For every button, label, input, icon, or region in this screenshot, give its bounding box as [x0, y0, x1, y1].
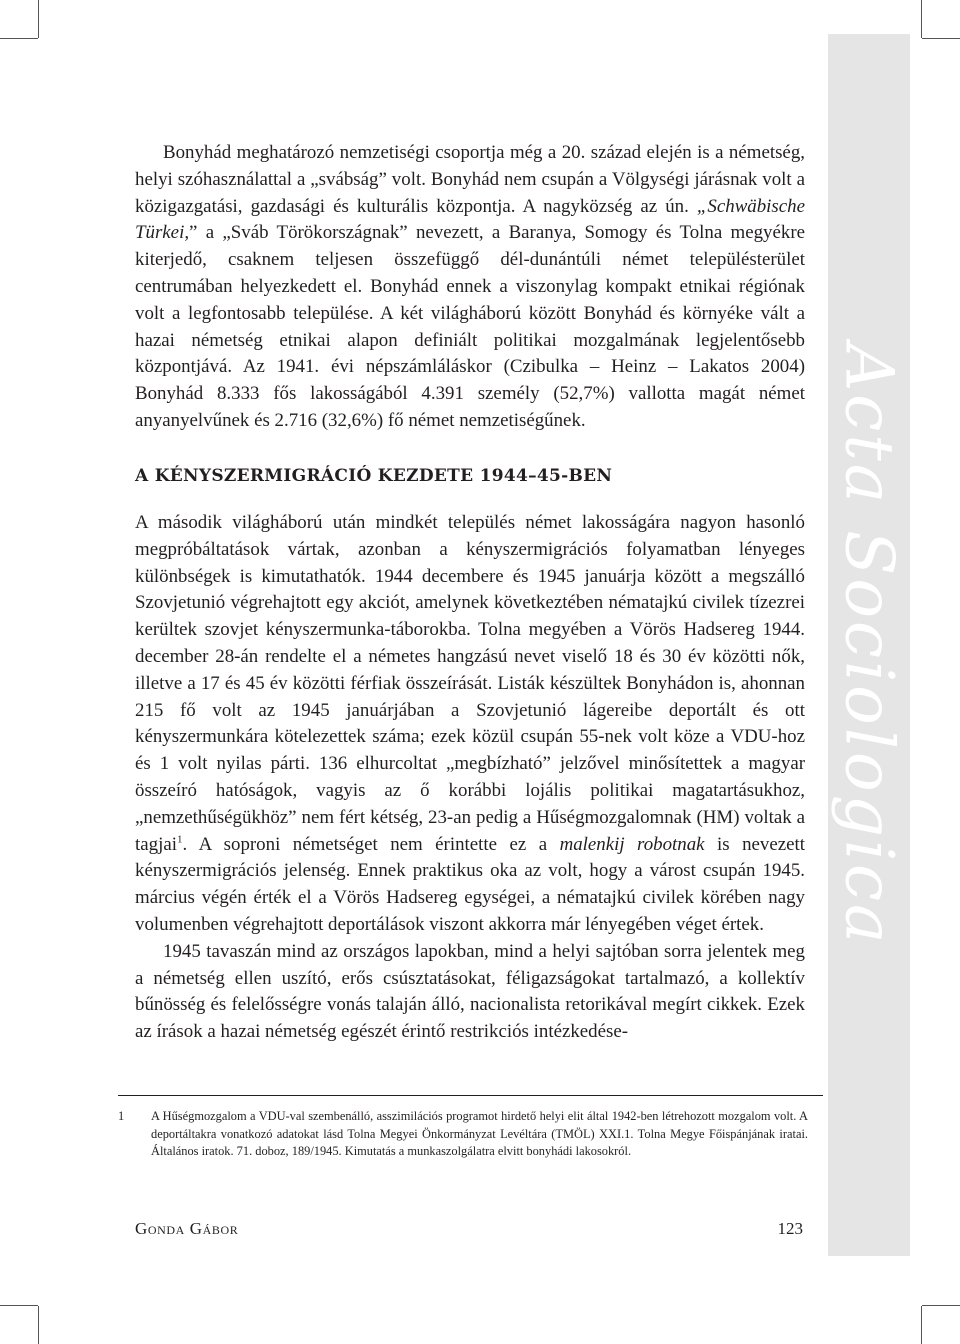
crop-mark: [38, 1306, 39, 1344]
section-heading: A KÉNYSZERMIGRÁCIÓ KEZDETE 1944–45-BEN: [135, 466, 613, 486]
crop-mark: [0, 1305, 38, 1306]
footnote-rule: [118, 1095, 823, 1096]
footnote-text: A Hűségmozgalom a VDU-val szembenálló, asszimilációs programot hirdető helyi elit által 1942-ben létrehozott mozgalom volt. A deportáltakra vonatkozó adatokat lásd Tolna Megyei Önkormányzat Levéltára (TMÖL) XXI.1. Tolna Megye Főispánjának iratai. Általános iratok. 71. doboz, 189/1945. Kimutatás a munkaszolgálatra elvitt bonyhádi lakosokról.: [151, 1109, 808, 1158]
paragraph: [135, 140, 805, 435]
footnote-ref[interactable]: 1: [176, 833, 183, 846]
text-run: is nevezett kényszermigrációs jelenség. Ennek praktikus oka az volt, hogy a várost csupán 1945. március végén érték el a Vörös Hadsereg egységei, a nématajkú civilek körében nagy volumenben végrehajtott deportálások viszont akkorra már lényegében véget értek.: [135, 833, 806, 935]
italic-term: „Schwäbische Türkei,: [135, 195, 805, 244]
text-run: Bonyhád meghatározó nemzetiségi csoportja még a 20. század elején is a németség, helyi szóhasználattal a „svábság” volt. Bonyhád nem csupán a Völgységi járásnak volt a közigazgatási, gazdasági és kulturális központja. A nagyközség az ún.: [135, 142, 805, 217]
crop-mark: [0, 38, 38, 39]
footnote-number: 1: [118, 1109, 125, 1123]
paragraph: 1945 tavaszán mind az országos lapokban, mind a helyi sajtóban sorra jelentek meg a németség ellen uszító, erős csúsztatásokat, féligazságokat tartalmazó, a kollektív bűnösség és felelősségre vonás talaján álló, nacionalista retorikával megírt cikkek. Ezek az írások a hazai németség egészét érintő restrikciós intézkedése-: [135, 940, 805, 1043]
paragraph: [135, 510, 805, 939]
footnotes: [118, 1108, 808, 1161]
crop-mark: [921, 1306, 922, 1344]
section-body: [135, 510, 805, 1046]
text-run: A második világháború után mindkét település német lakosságára nagyon hasonló megpróbáltatások vártak, azonban a kényszermigrációs folyamatban lényeges különbségek is kimutathatók. 1944 decembere és 1945 januárja között a megszálló Szovjetunió végrehajtott egy akciót, amelynek következtében nématajkú civilek tízezrei kerültek szovjet kényszermunka-táborokba. Tolna megyében a Vörös Hadsereg 1944. december 28-án rendelte el a németes hangzású nevet viselő 18 és 30 év közötti nők, illetve a 17 és 45 év közötti férfiak összeírását. Listák készültek Bonyhádon is, ahonnan 215 fő volt az 1945 januárjában a Szovjetunió lágereibe deportált és ott kényszermunkára kötelezettek száma; ezek közül csupán 55-nek volt köze a VDU-hoz és 1 volt nyilas párti. 136 elhurcoltat „megbízható” jelzővel minősítettek a magyar összeíró hatóságok, vagyis az ő korábbi lojális politikai magatartásukhoz, „nemzethűségükhöz” nem fért kétség, 23-an pedig a Hűségmozgalomnak (HM) voltak a tagjai: [135, 512, 805, 855]
footer-author: Gonda Gábor: [135, 1219, 239, 1238]
crop-mark: [921, 0, 922, 38]
crop-mark: [922, 38, 960, 39]
footnote: [118, 1108, 808, 1161]
crop-mark: [922, 1305, 960, 1306]
italic-term: malenkij robotnak: [559, 833, 705, 855]
crop-mark: [38, 0, 39, 38]
page-number: 123: [777, 1219, 803, 1238]
text-run: ” a „Sváb Törökországnak” nevezett, a Baranya, Somogy és Tolna megyékre kiterjedő, csaknem teljesen összefüggő dél-dunántúli német településterület centrumában helyezkedett el. Bonyhád ennek a viszonylag kompakt etnikai régiónak volt a legfontosabb települése. A két világháború között Bonyhád és környéke vált a hazai németség etnikai alapon definiált politikai mozgalmának legjelentősebb központjává. Az 1941. évi népszámláláskor (Czibulka – Heinz – Lakatos 2004) Bonyhád 8.333 fős lakosságából 4.391 személy (52,7%) vallotta magát német anyanyelvűnek és 2.716 (32,6%) fő német nemzetiségűnek.: [135, 222, 805, 431]
intro-text: [135, 140, 805, 435]
text-run: . A soproni németséget nem érintette ez a: [182, 833, 560, 855]
journal-title: Acta Sociologica: [830, 343, 908, 947]
